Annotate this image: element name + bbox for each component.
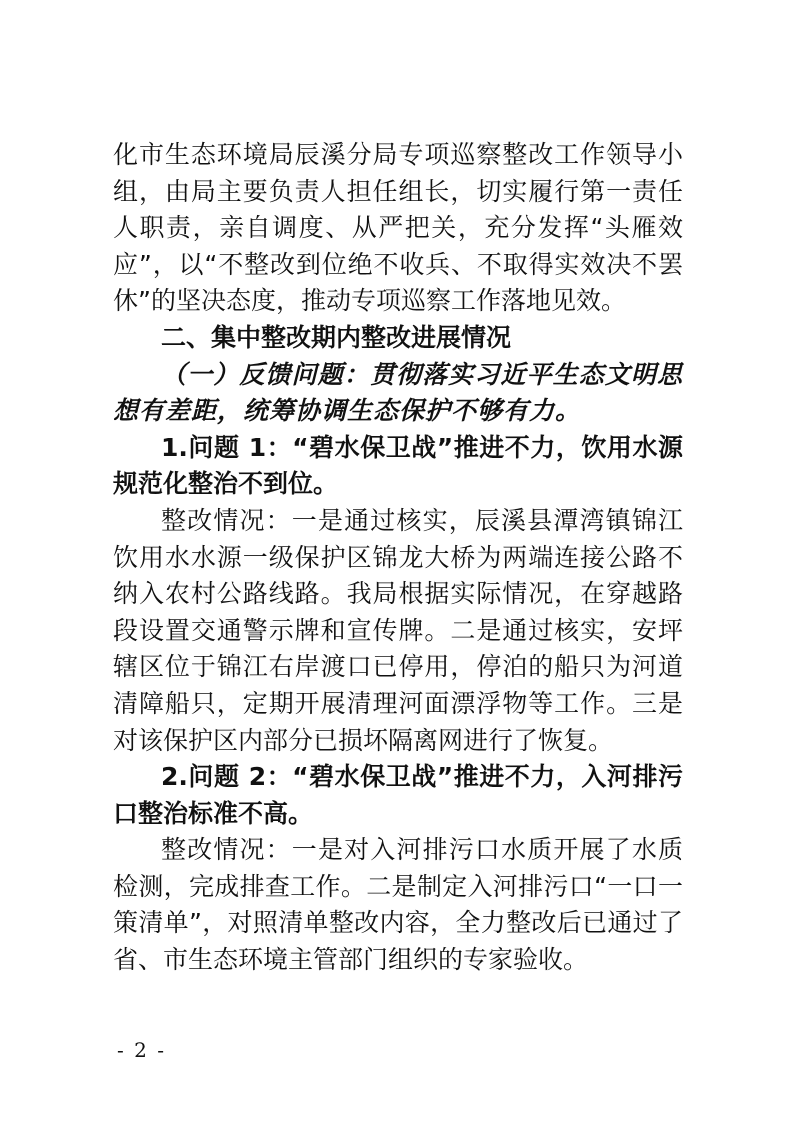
page-number: - 2 - — [117, 1038, 166, 1062]
section-heading-2: 二、集中整改期内整改进展情况 — [161, 322, 512, 352]
issue-2-rectification: 整改情况：一是对入河排污口水质开展了水质检测，完成排查工作。二是制定入河排污口“一口一策清单”，对照清单整改内容，全力整改后已通过了省、市生态环境主管部门组织的专家验收。 — [113, 835, 683, 975]
issue-1-heading: 1.问题 1：“碧水保卫战”推进不力，饮用水源规范化整治不到位。 — [113, 432, 683, 499]
issue-1-rectification: 整改情况：一是通过核实，辰溪县潭湾镇锦江饮用水水源一级保护区锦龙大桥为两端连接公路不纳入农村公路线路。我局根据实际情况，在穿越路段设置交通警示牌和宣传牌。二是通过核实，安坪辖区位于锦江右岸渡口已停用，停泊的船只为河道清障船只，定期开展清理河面漂浮物等工作。三是对该保护区内部分已损坏隔离网进行了恢复。 — [113, 505, 683, 755]
subsection-heading-1: （一）反馈问题：贯彻落实习近平生态文明思想有差距，统筹协调生态保护不够有力。 — [113, 359, 683, 426]
paragraph-leadership-group: 化市生态环境局辰溪分局专项巡察整改工作领导小组，由局主要负责人担任组长，切实履行第一责任人职责，亲自调度、从严把关，充分发挥“头雁效应”，以“不整改到位绝不收兵、不取得实效决不罢休”的坚决态度，推动专项巡察工作落地见效。 — [113, 140, 683, 316]
issue-2-heading: 2.问题 2：“碧水保卫战”推进不力，入河排污口整治标准不高。 — [113, 762, 683, 828]
document-body — [113, 137, 683, 979]
